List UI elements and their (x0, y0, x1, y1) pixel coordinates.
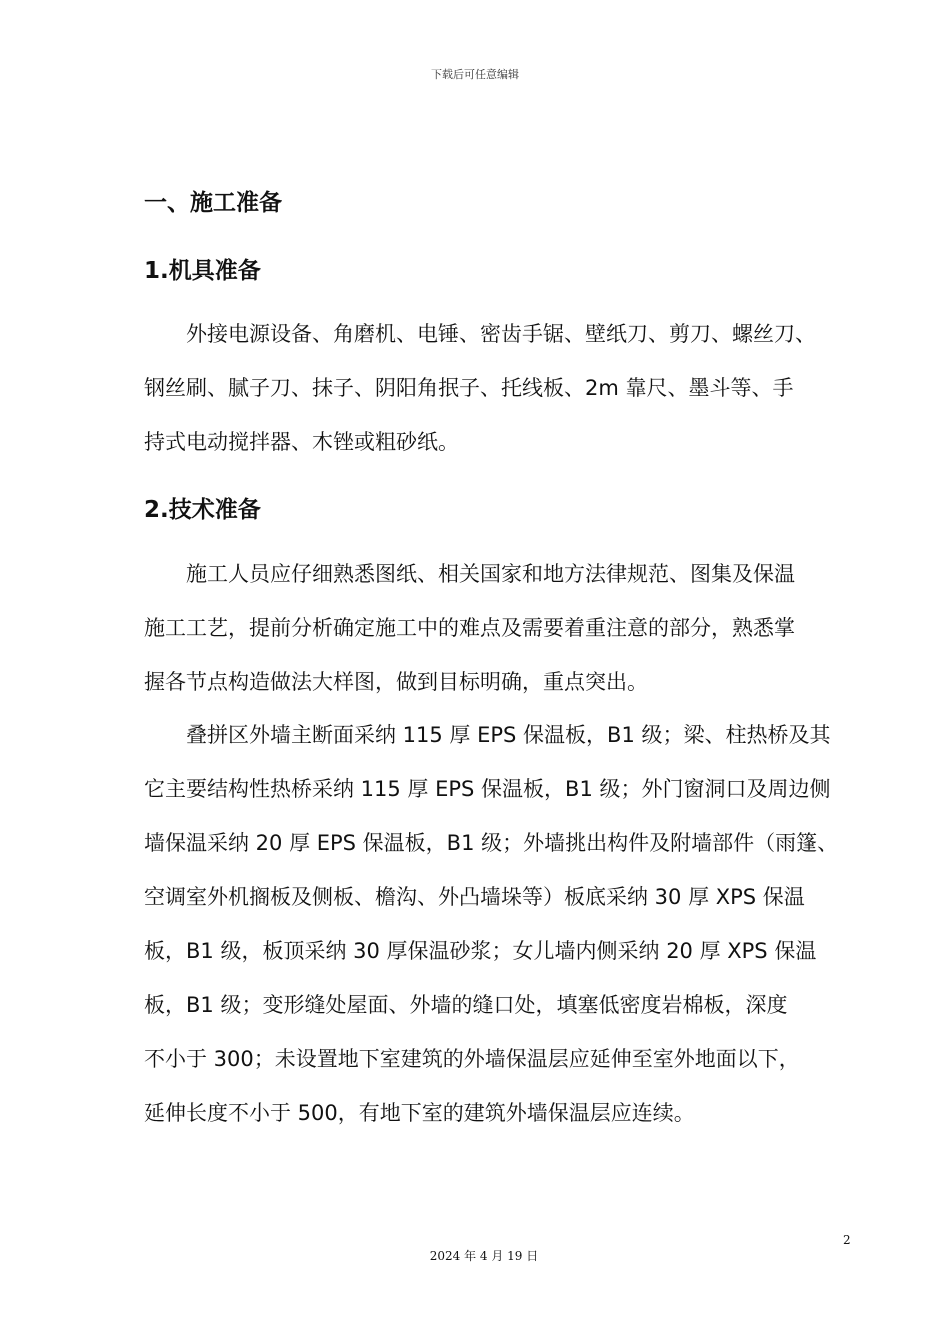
section-title: 一、施工准备 (144, 190, 282, 216)
page-number: 2 (843, 1233, 851, 1247)
paragraph-line: 它主要结构性热桥采纳 115 厚 EPS 保温板，B1 级；外门窗洞口及周边侧 (144, 777, 831, 801)
paragraph-line: 施工工艺，提前分析确定施工中的难点及需要着重注意的部分，熟悉掌 (144, 616, 795, 640)
paragraph-line: 握各节点构造做法大样图，做到目标明确，重点突出。 (144, 670, 648, 694)
subsection-title-tools: 1.机具准备 (144, 258, 261, 284)
paragraph-line: 板，B1 级，板顶采纳 30 厚保温砂浆；女儿墙内侧采纳 20 厚 XPS 保温 (144, 939, 817, 963)
paragraph-line: 不小于 300；未设置地下室建筑的外墙保温层应延伸至室外地面以下， (144, 1047, 800, 1071)
paragraph-line: 墙保温采纳 20 厚 EPS 保温板，B1 级；外墙挑出构件及附墙部件（雨篷、 (144, 831, 839, 855)
paragraph-technical-1 (144, 547, 874, 709)
paragraph-line: 板，B1 级；变形缝处屋面、外墙的缝口处，填塞低密度岩棉板，深度 (144, 993, 788, 1017)
paragraph-line: 外接电源设备、角磨机、电锤、密齿手锯、壁纸刀、剪刀、螺丝刀、 (144, 322, 816, 346)
page-footer-date: 2024 年 4 月 19 日 (429, 1249, 539, 1263)
paragraph-technical-2 (144, 708, 874, 1140)
paragraph-line: 延伸长度不小于 500，有地下室的建筑外墙保温层应连续。 (144, 1101, 695, 1125)
paragraph-line: 空调室外机搁板及侧板、檐沟、外凸墙垛等）板底采纳 30 厚 XPS 保温 (144, 885, 805, 909)
page-header: 下载后可任意编辑 (431, 68, 519, 81)
paragraph-line: 施工人员应仔细熟悉图纸、相关国家和地方法律规范、图集及保温 (144, 562, 795, 586)
paragraph-tools (144, 307, 874, 469)
paragraph-line: 叠拼区外墙主断面采纳 115 厚 EPS 保温板，B1 级；梁、柱热桥及其 (144, 723, 831, 747)
paragraph-line: 钢丝刷、腻子刀、抹子、阴阳角抿子、托线板、2m 靠尺、墨斗等、手 (144, 376, 794, 400)
subsection-title-technical: 2.技术准备 (144, 497, 261, 523)
paragraph-line: 持式电动搅拌器、木锉或粗砂纸。 (144, 430, 459, 454)
